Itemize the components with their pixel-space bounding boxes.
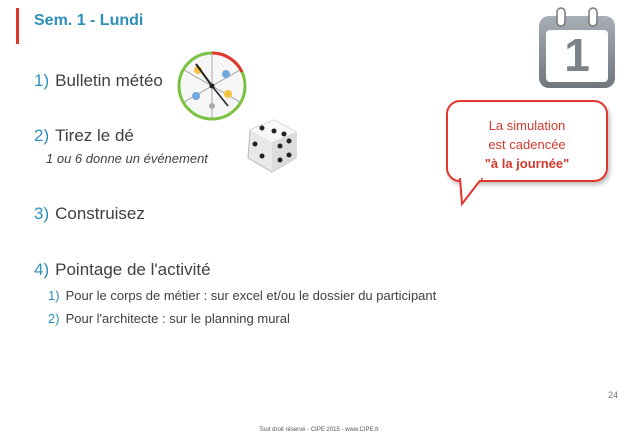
bubble-line: La simulation (488, 118, 566, 133)
item-number: 1) (34, 71, 50, 90)
sub-item-label: Pour le corps de métier : sur excel et/ou le dossier du participant (65, 288, 437, 303)
item-label: Construisez (55, 204, 145, 223)
bubble-line: est cadencée (488, 137, 566, 152)
sub-item-number: 1) (48, 288, 60, 303)
speech-bubble (446, 100, 608, 182)
dice-icon (240, 116, 300, 176)
page-number: 24 (607, 390, 618, 400)
item-label: Bulletin météo (55, 71, 163, 90)
item-label: Pointage de l'activité (55, 260, 211, 279)
item-number: 2) (34, 126, 50, 145)
list-item-weather (34, 71, 163, 91)
sub-item (48, 311, 290, 326)
speech-bubble-tail (458, 178, 488, 208)
footer-copyright: Tout droit réservé - CIPE 2015 - www.CIPE.fr (259, 427, 379, 433)
list-item-tracking (34, 260, 211, 280)
list-item-build (34, 204, 145, 224)
sub-item-number: 2) (48, 311, 60, 326)
title-accent-bar (16, 8, 19, 44)
weather-wheel-icon (176, 50, 248, 122)
item-number: 4) (34, 260, 50, 279)
page-title: Sem. 1 - Lundi (34, 12, 144, 29)
sub-item-label: Pour l'architecte : sur le planning mural (65, 311, 290, 326)
item-note: 1 ou 6 donne un événement (46, 151, 208, 166)
sub-item (48, 288, 436, 303)
calendar-day: 1 (564, 29, 590, 81)
bubble-line-emphasis: "à la journée" (484, 156, 570, 171)
item-number: 3) (34, 204, 50, 223)
list-item-dice (34, 126, 134, 146)
calendar-icon (537, 6, 617, 90)
item-label: Tirez le dé (55, 126, 134, 145)
